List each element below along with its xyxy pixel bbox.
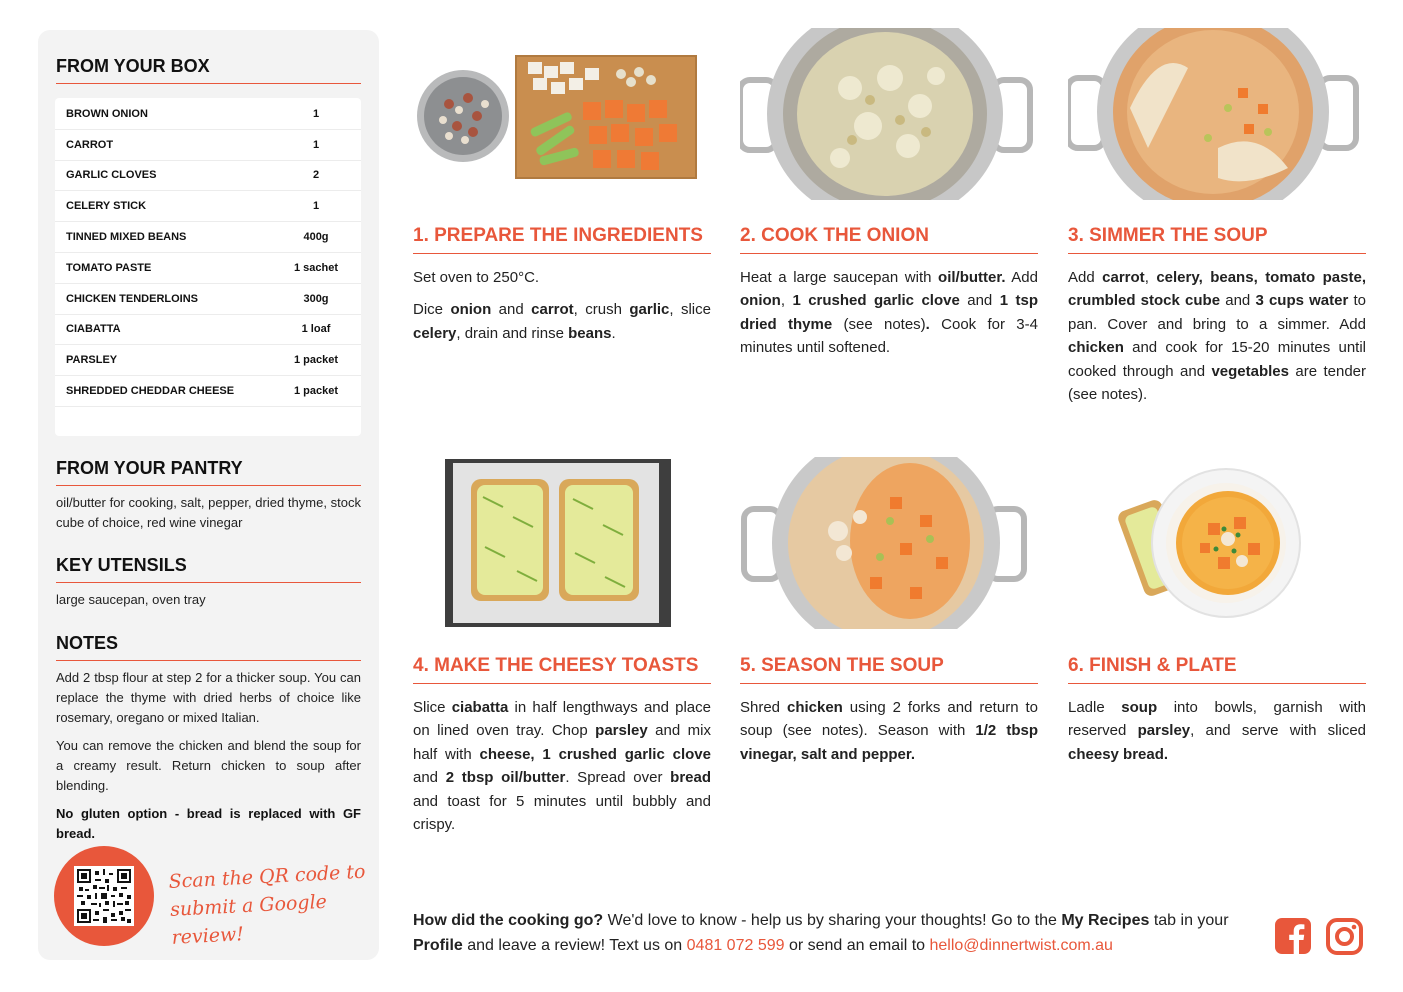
text: into bowls, garnish with reserved [1068,699,1366,740]
footer-question: How did the cooking go? [413,912,604,929]
step-4-photo [413,457,713,629]
ingredient: 1 tsp dried thyme [740,292,1038,333]
text: Shred [740,699,787,716]
step-3-body [1068,266,1366,406]
step-6-photo [1068,457,1368,629]
table-row [55,222,361,253]
step-4-title: 4. MAKE THE CHEESY TOASTS [413,655,711,684]
ingredient: onion [450,301,492,319]
text: Ladle [1068,699,1122,716]
text: and [1220,292,1256,310]
text: or send an email to [784,937,930,954]
ingredient: chicken [1068,339,1124,357]
step-1-body [413,266,711,345]
qr-badge [54,846,154,946]
ingredient: 1/2 tbsp vinegar, salt and pepper. [740,722,1038,763]
step-2-photo [740,28,1040,200]
ingredient-name: CELERY STICK [66,200,147,213]
step-6-title: 6. FINISH & PLATE [1068,655,1366,684]
ingredient-name: SHREDDED CHEDDAR CHEESE [66,385,235,398]
text: Add [1005,269,1038,286]
text: and [413,769,446,787]
ingredient: onion [740,292,781,310]
ingredient-qty: 1 loaf [301,323,331,336]
table-row [55,253,361,284]
step-1-line-2 [413,298,711,345]
ingredient-qty: 2 [312,169,320,182]
ingredient: 2 tbsp oil/butter [445,769,566,787]
ingredient-qty: 1 [312,200,320,213]
table-row [55,284,361,315]
notes-paragraph-3: No gluten option - bread is replaced with GF bread. [56,806,361,841]
notes-paragraph-1: Add 2 tbsp flour at step 2 for a thicker soup. You can replace the thyme with dried herbs of choice like rosemary, oregano or mixed Italian. [56,670,361,725]
step-5-body [740,696,1038,766]
text: We'd love to know - help us by sharing your thoughts! Go to the [603,912,1062,929]
ingredient-name: BROWN ONION [66,107,148,120]
ingredient: chicken [786,699,843,716]
ingredient-qty: 1 packet [293,354,339,367]
text: and toast for 5 minutes until bubbly and crispy. [413,792,711,834]
ingredient: beans [568,324,612,342]
table-row [55,376,361,407]
qr-code-icon[interactable] [74,866,134,926]
ingredient: celery [413,324,457,342]
ingredient: parsley [595,722,648,740]
ingredient: 1 crushed garlic clove [792,292,960,310]
step-2-body [740,266,1038,360]
step-5-title: 5. SEASON THE SOUP [740,655,1038,684]
email-link[interactable]: hello@dinnertwist.com.au [929,937,1113,954]
qr-review-caption [168,858,372,952]
box-ingredients-table [55,98,361,436]
ingredient-qty: 400g [303,231,329,244]
text: are tender (see notes). [1068,362,1366,404]
text: Add [1068,269,1103,286]
text: (see notes) [832,315,926,333]
pantry-text: oil/butter for cooking, salt, pepper, dried thyme, stock cube of choice, red wine vinegar [56,495,361,530]
from-your-pantry-heading: FROM YOUR PANTRY [56,458,361,486]
step-6-body [1068,696,1366,766]
ingredient: garlic [629,301,670,319]
ingredient-name: PARSLEY [66,354,118,367]
table-row [55,191,361,222]
ingredient: cheese, 1 crushed garlic clove [479,745,711,763]
text: , crush [573,301,630,319]
text: and cook for 15-20 minutes until cooked through and [1068,339,1366,380]
ingredient-name: GARLIC CLOVES [66,169,157,182]
ingredient-name: TINNED MIXED BEANS [66,231,187,244]
step-3-photo [1068,28,1368,200]
ingredient-name: CHICKEN TENDERLOINS [66,292,199,305]
notes-paragraph-2: You can remove the chicken and blend the soup for a creamy result. Return chicken to soup after blending. [56,738,361,793]
text: . [611,324,616,342]
review-footer [413,908,1263,958]
ingredient: 3 cups water [1255,292,1349,310]
table-row [55,345,361,376]
text: , and serve with sliced [1190,722,1366,740]
text: Dice [413,301,451,319]
qr-caption-line-1: Scan the QR code to [168,860,366,893]
ingredient: carrot [1102,269,1145,286]
text: and leave a review! Text us on [462,937,687,954]
text: using 2 forks and return to soup (see notes). Season with [740,699,1038,740]
text: and [491,301,532,319]
key-utensils-heading: KEY UTENSILS [56,555,361,583]
ingredient-qty: 1 [312,107,320,120]
ingredient: parsley [1137,722,1191,740]
step-3-title: 3. SIMMER THE SOUP [1068,225,1366,254]
ingredient: cheesy bread. [1068,745,1169,763]
step-2-title: 2. COOK THE ONION [740,225,1038,254]
text: , [780,292,793,310]
text: and [959,292,1000,310]
ingredient-name: TOMATO PASTE [66,261,152,274]
table-row [55,315,361,346]
text: Cook for 3-4 minutes until softened. [740,315,1038,357]
ingredient: oil/butter. [938,269,1006,286]
ingredient-qty: 1 sachet [293,261,339,274]
utensils-text: large saucepan, oven tray [56,592,206,607]
phone-link[interactable]: 0481 072 599 [686,937,785,954]
text: to pan. Cover and bring to a simmer. Add [1068,292,1367,333]
ingredient: ciabatta [451,699,509,716]
step-5-photo [740,457,1040,629]
text: and mix half with [413,722,711,763]
text: Slice [413,699,452,716]
step-1-photo [413,28,713,200]
text: . [925,315,930,333]
text: tab in your [1149,912,1229,929]
notes-heading: NOTES [56,633,361,661]
step-1-line-1: Set oven to 250°C. [413,269,540,286]
table-row [55,161,361,192]
profile-link[interactable]: Profile [413,937,463,954]
ingredient-name: CARROT [66,138,114,151]
ingredient-name: CIABATTA [66,323,121,336]
text: , [1144,269,1157,286]
ingredients-sidebar [38,30,379,960]
ingredient: bread [670,769,712,787]
ingredient-qty: 300g [303,292,329,305]
table-row [55,99,361,130]
text: . Spread over [565,769,671,787]
ingredient: soup [1121,699,1158,716]
ingredient: carrot [531,301,574,319]
ingredient-qty: 1 packet [293,385,339,398]
ingredient-qty: 1 [312,138,320,151]
step-4-body [413,696,711,836]
instagram-icon[interactable] [1326,918,1364,956]
table-row [55,130,361,161]
text: , slice [669,301,711,319]
text: in half lengthways and place on lined oven tray. Chop [413,699,711,740]
my-recipes-link[interactable]: My Recipes [1061,912,1150,929]
text: Heat a large saucepan with [740,269,939,286]
step-1-title: 1. PREPARE THE INGREDIENTS [413,225,711,254]
ingredient: celery, beans, tomato paste, crumbled stock cube [1068,269,1366,310]
qr-caption-line-2: submit a Google review! [169,890,328,949]
from-your-box-heading: FROM YOUR BOX [56,56,361,84]
facebook-icon[interactable] [1275,918,1313,956]
text: , drain and rinse [456,324,569,342]
ingredient: vegetables [1211,362,1289,380]
